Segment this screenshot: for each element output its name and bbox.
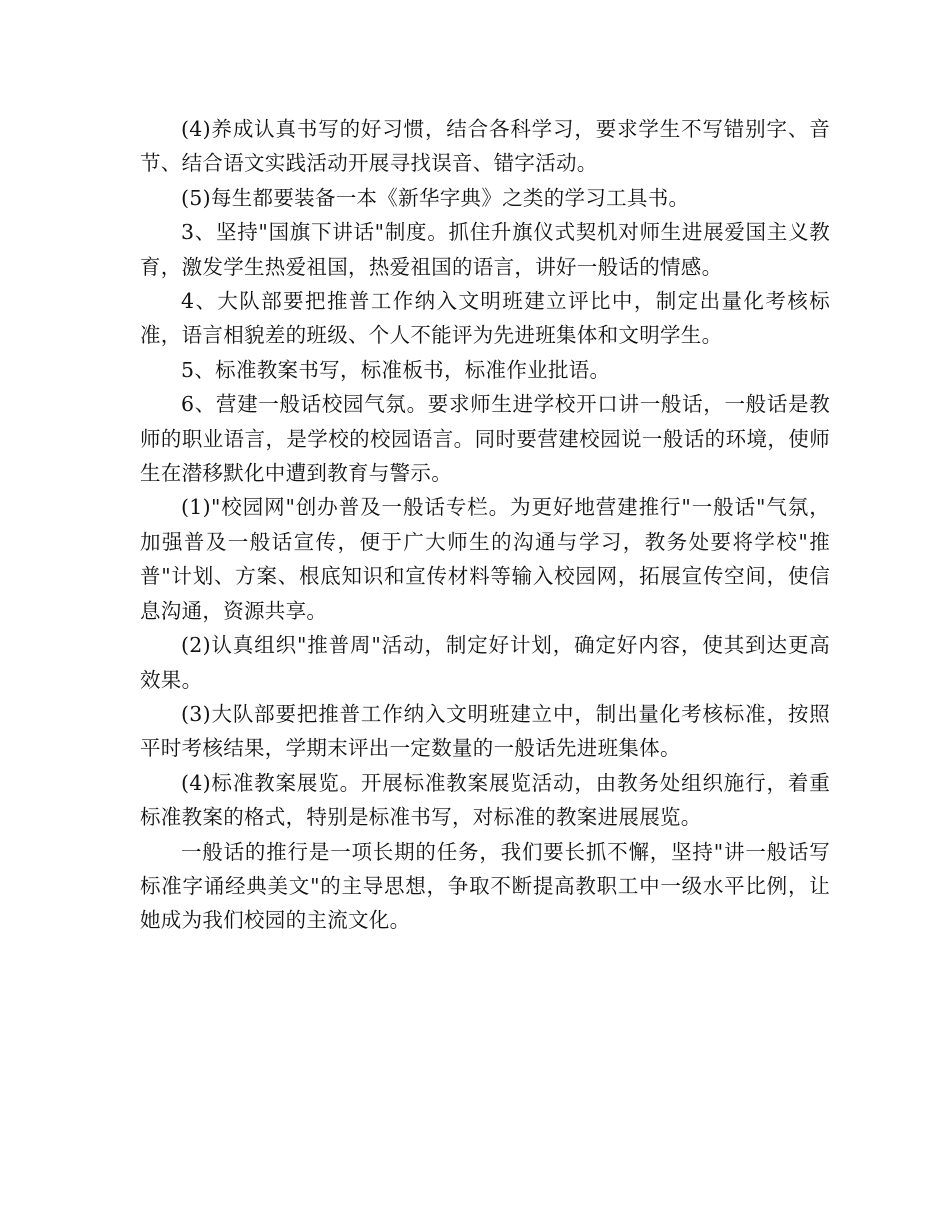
- paragraph-campus-network: (1)"校园网"创办普及一般话专栏。为更好地营建推行"一般话"气氛，加强普及一般话宣传，便于广大师生的沟通与学习，教务处要将学校"推普"计划、方案、根底知识和宣传材料等输入校园网，拓展宣传空间，使信息沟通，资源共享。: [140, 495, 830, 623]
- paragraph-item-4-handwriting: (4)养成认真书写的好习惯，结合各科学习，要求学生不写错别字、音节、结合语文实践活动开展寻找误音、错字活动。: [140, 117, 830, 176]
- paragraph-flag-speech: 3、坚持"国旗下讲话"制度。抓住升旗仪式契机对师生进展爱国主义教育，激发学生热爱祖国，热爱祖国的语言，讲好一般话的情感。: [140, 220, 830, 279]
- paragraph-conclusion: 一般话的推行是一项长期的任务，我们要长抓不懈，坚持"讲一般话写标准字诵经典美文"的主导思想，争取不断提高教职工中一级水平比例，让她成为我们校园的主流文化。: [140, 839, 830, 933]
- paragraph-brigade-class-building: (3)大队部要把推普工作纳入文明班建立中，制出量化考核标准，按照平时考核结果，学期末评出一定数量的一般话先进班集体。: [140, 701, 830, 761]
- paragraph-lesson-plan-exhibition: (4)标准教案展览。开展标准教案展览活动，由教务处组织施行，着重标准教案的格式，特别是标准书写，对标准的教案进展展览。: [140, 770, 830, 830]
- paragraph-item-5-dictionary: (5)每生都要装备一本《新华字典》之类的学习工具书。: [181, 185, 690, 210]
- paragraph-brigade-evaluation: 4、大队部要把推普工作纳入文明班建立评比中，制定出量化考核标准，语言相貌差的班级、个人不能评为先进班集体和文明学生。: [140, 289, 830, 348]
- paragraph-standard-lesson-plans: 5、标准教案书写，标准板书，标准作业批语。: [181, 357, 611, 382]
- paragraph-promotion-week: (2)认真组织"推普周"活动，制定好计划，确定好内容，使其到达更高效果。: [140, 633, 830, 692]
- paragraph-campus-atmosphere: 6、营建一般话校园气氛。要求师生进学校开口讲一般话，一般话是教师的职业语言，是学校的校园语言。同时要营建校园说一般话的环境，使师生在潜移默化中遭到教育与警示。: [140, 392, 830, 486]
- document-body: [140, 112, 830, 938]
